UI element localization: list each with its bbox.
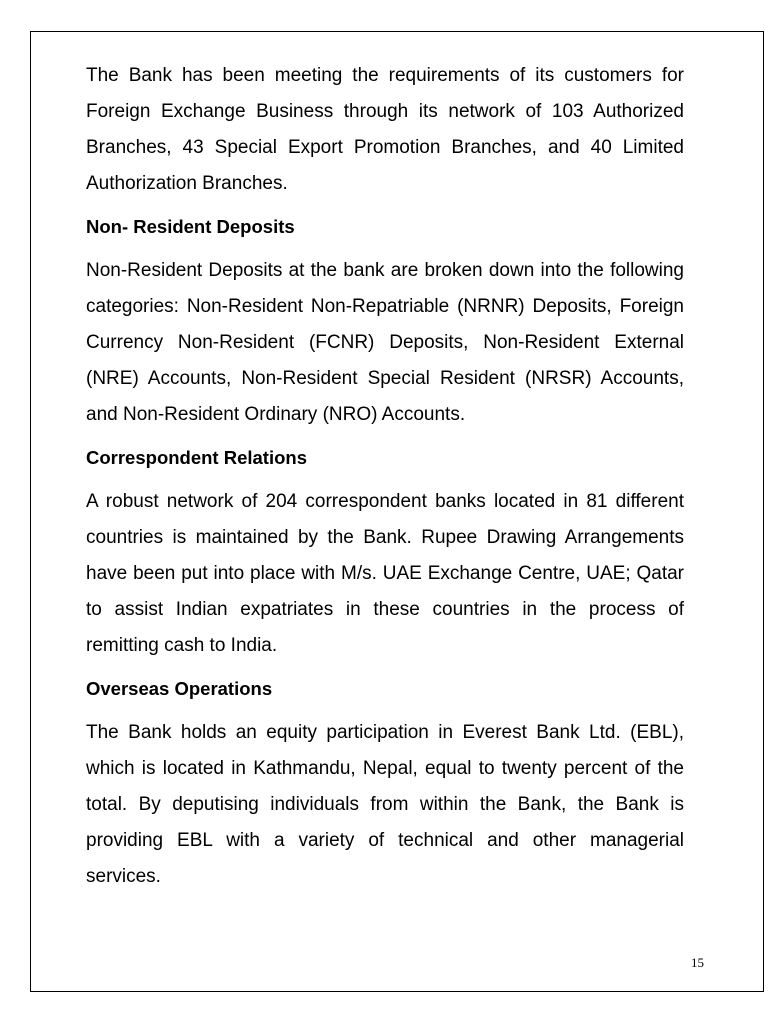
overseas-operations-paragraph: The Bank holds an equity participation in Everest Bank Ltd. (EBL), which is located in Kathmandu, Nepal, equal to twenty percent of the total. By deputising individuals from within the Bank, the Bank is providing EBL with a variety of technical and other managerial services. [86,722,684,887]
intro-paragraph: The Bank has been meeting the requirements of its customers for Foreign Exchange Business through its network of 103 Authorized Branches, 43 Special Export Promotion Branches, and 40 Limited Authorization Branches. [86,65,684,194]
correspondent-relations-paragraph: A robust network of 204 correspondent banks located in 81 different countries is maintained by the Bank. Rupee Drawing Arrangements have been put into place with M/s. UAE Exchange Centre, UAE; Qatar to assist Indian expatriates in these countries in the process of remitting cash to India. [86,491,684,656]
non-resident-deposits-paragraph: Non-Resident Deposits at the bank are broken down into the following categories: Non-Resident Non-Repatriable (NRNR) Deposits, Foreign Currency Non-Resident (FCNR) Deposits, Non-Resident External (NRE) Accounts, Non-Resident Special Resident (NRSR) Accounts, and Non-Resident Ordinary (NRO) Accounts. [86,260,684,425]
non-resident-deposits-heading: Non- Resident Deposits [86,216,295,237]
correspondent-relations-heading: Correspondent Relations [86,447,307,468]
overseas-operations-heading: Overseas Operations [86,678,273,699]
document-body [86,58,684,895]
page-number: 15 [691,955,704,970]
